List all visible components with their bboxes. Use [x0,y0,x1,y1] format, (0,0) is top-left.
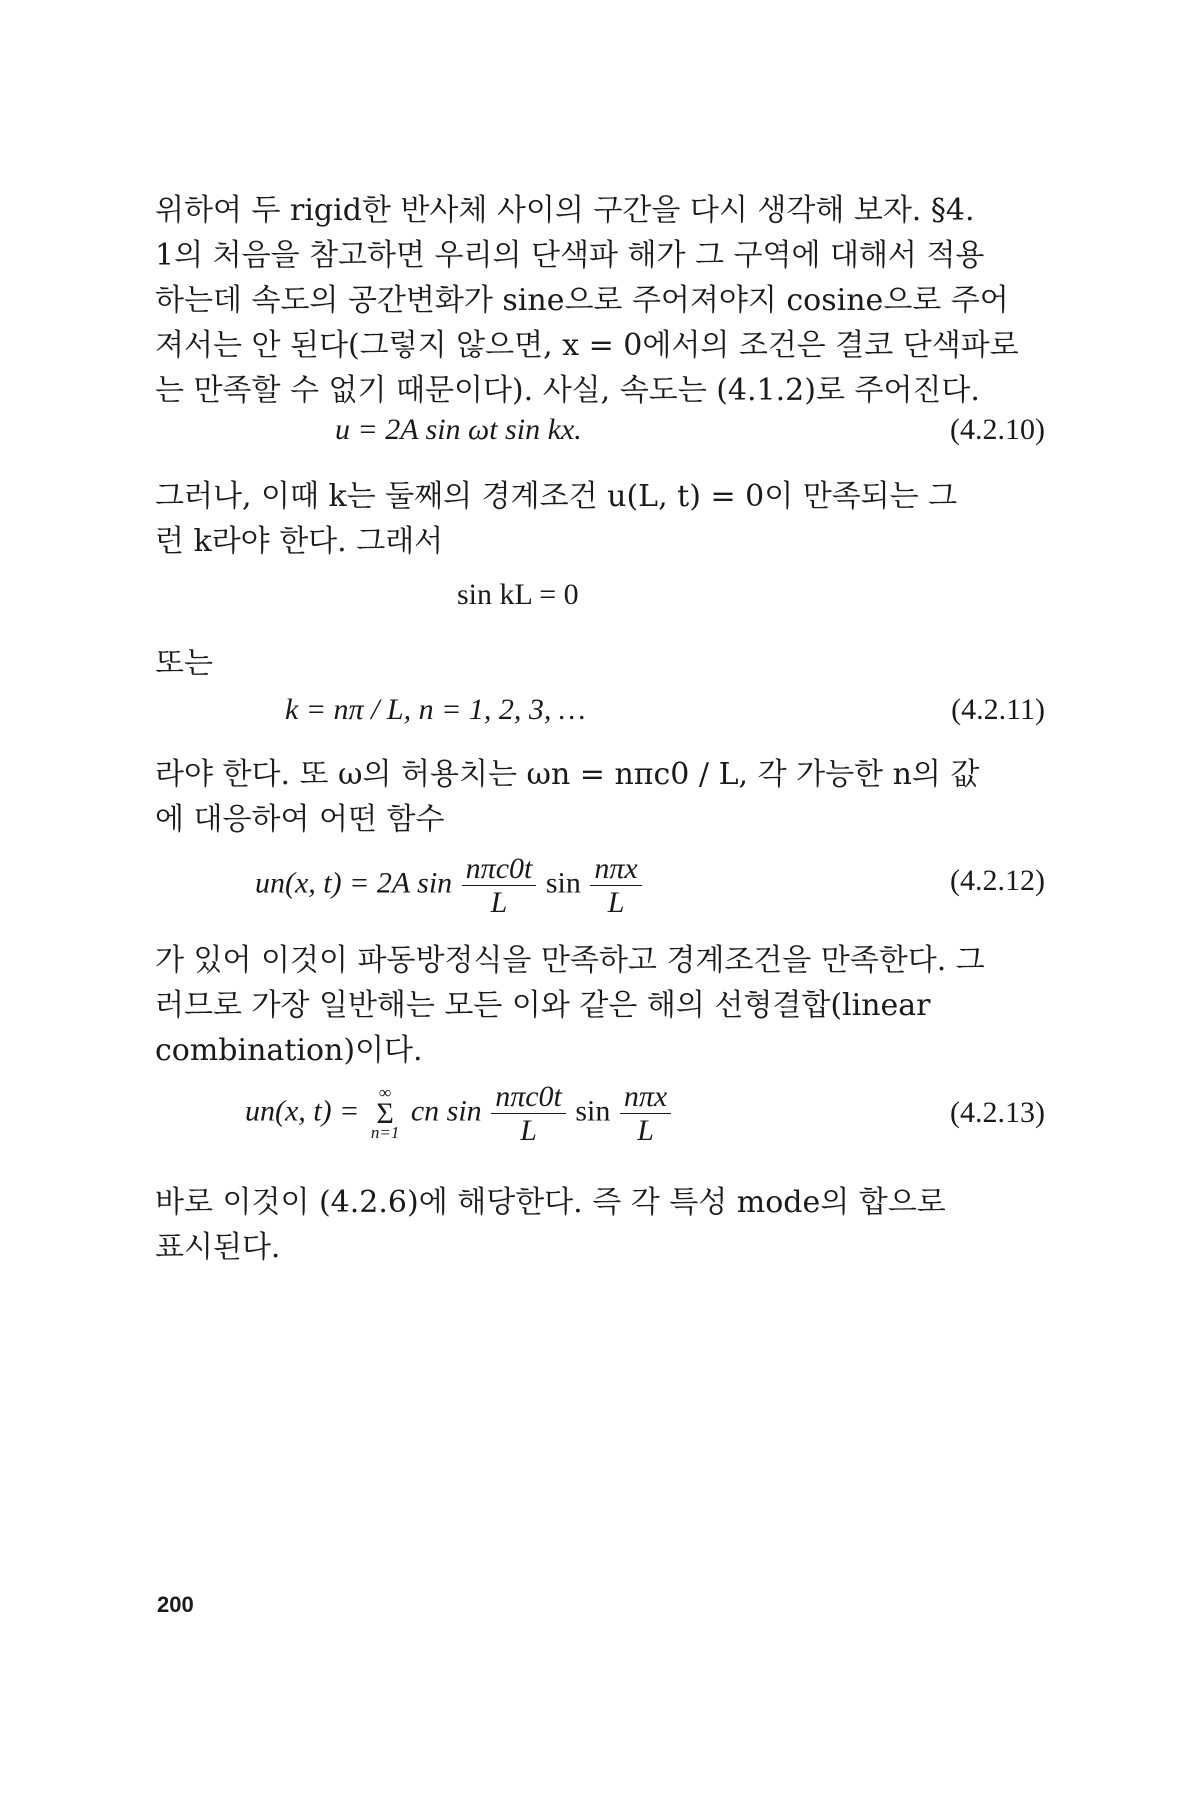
equation-sin-kL [155,578,1045,638]
equation-4-2-13 [155,1080,1045,1160]
equation-number: (4.2.11) [951,693,1045,726]
equation-term: cn sin [410,1094,482,1128]
equation-4-2-12 [155,852,1045,922]
fraction-numerator: nπx [620,1080,671,1114]
text-line: 표시된다. [155,1230,281,1265]
fraction [590,852,641,919]
fraction-denominator: L [520,1114,537,1147]
summation-lower-limit: n=1 [370,1123,400,1143]
equation-number: (4.2.13) [950,1096,1045,1129]
equation-body: k = nπ / L, n = 1, 2, 3, … [285,693,586,726]
equation-4-2-11 [155,693,1045,753]
paragraph-modes-sum [155,1180,1045,1270]
summation [370,1083,400,1143]
text-line: 위하여 두 rigid한 반사체 사이의 구간을 다시 생각해 보자. §4. [155,193,975,228]
equation-body: sin kL = 0 [457,578,579,611]
text-line: 라야 한다. 또 ω의 허용치는 ωn = nπc0 / L, 각 가능한 n의 값 [155,757,980,792]
paragraph-reflectors-intro [155,188,1045,413]
word-or: 또는 [155,646,213,681]
equation-number: (4.2.12) [950,864,1045,897]
paragraph-allowed-omega [155,752,1045,842]
text-line: 바로 이것이 (4.2.6)에 해당한다. 즉 각 특성 mode의 합으로 [155,1185,946,1220]
equation-lhs: un(x, t) = 2A sin [255,866,453,900]
page-number: 200 [157,1592,194,1617]
text-line: 는 만족할 수 없기 때문이다). 사실, 속도는 (4.1.2)로 주어진다. [155,373,980,408]
text-line: 1의 처음을 참고하면 우리의 단색파 해가 그 구역에 대해서 적용 [155,238,985,273]
fraction [491,1080,566,1147]
text-line: 에 대응하여 어떤 함수 [155,802,445,837]
text-line: 런 k라야 한다. 그래서 [155,524,444,559]
text-line: 져서는 안 된다(그렇지 않으면, x = 0에서의 조건은 결코 단색파로 [155,328,1019,363]
text-line: combination)이다. [155,1033,423,1068]
paragraph-boundary-condition [155,474,1045,564]
fraction-denominator: L [490,886,508,919]
paragraph-general-solution [155,938,1045,1073]
equation-4-2-10 [155,413,1045,473]
equation-body [245,1080,673,1147]
fraction-numerator: nπc0t [462,852,537,886]
equation-body: u = 2A sin ωt sin kx. [335,413,582,446]
fraction [620,1080,671,1147]
sine-function: sin [575,1094,611,1128]
text-line: 가 있어 이것이 파동방정식을 만족하고 경계조건을 만족한다. 그 [155,943,985,978]
fraction-denominator: L [607,886,625,919]
sine-function: sin [545,866,581,900]
fraction-denominator: L [637,1114,654,1147]
equation-lhs: un(x, t) = [245,1094,360,1128]
text-line: 하는데 속도의 공간변화가 sine으로 주어져야지 cosine으로 주어 [155,283,1009,318]
equation-body [255,852,644,919]
fraction [462,852,537,919]
fraction-numerator: nπc0t [491,1080,566,1114]
text-line: 그러나, 이때 k는 둘째의 경계조건 u(L, t) = 0이 만족되는 그 [155,479,958,514]
fraction-numerator: nπx [590,852,641,886]
text-line: 러므로 가장 일반해는 모든 이와 같은 해의 선형결합(linear [155,988,931,1023]
summation-upper-limit: ∞ [379,1083,392,1103]
equation-number: (4.2.10) [950,413,1045,446]
summation-symbol: Σ [376,1096,394,1130]
